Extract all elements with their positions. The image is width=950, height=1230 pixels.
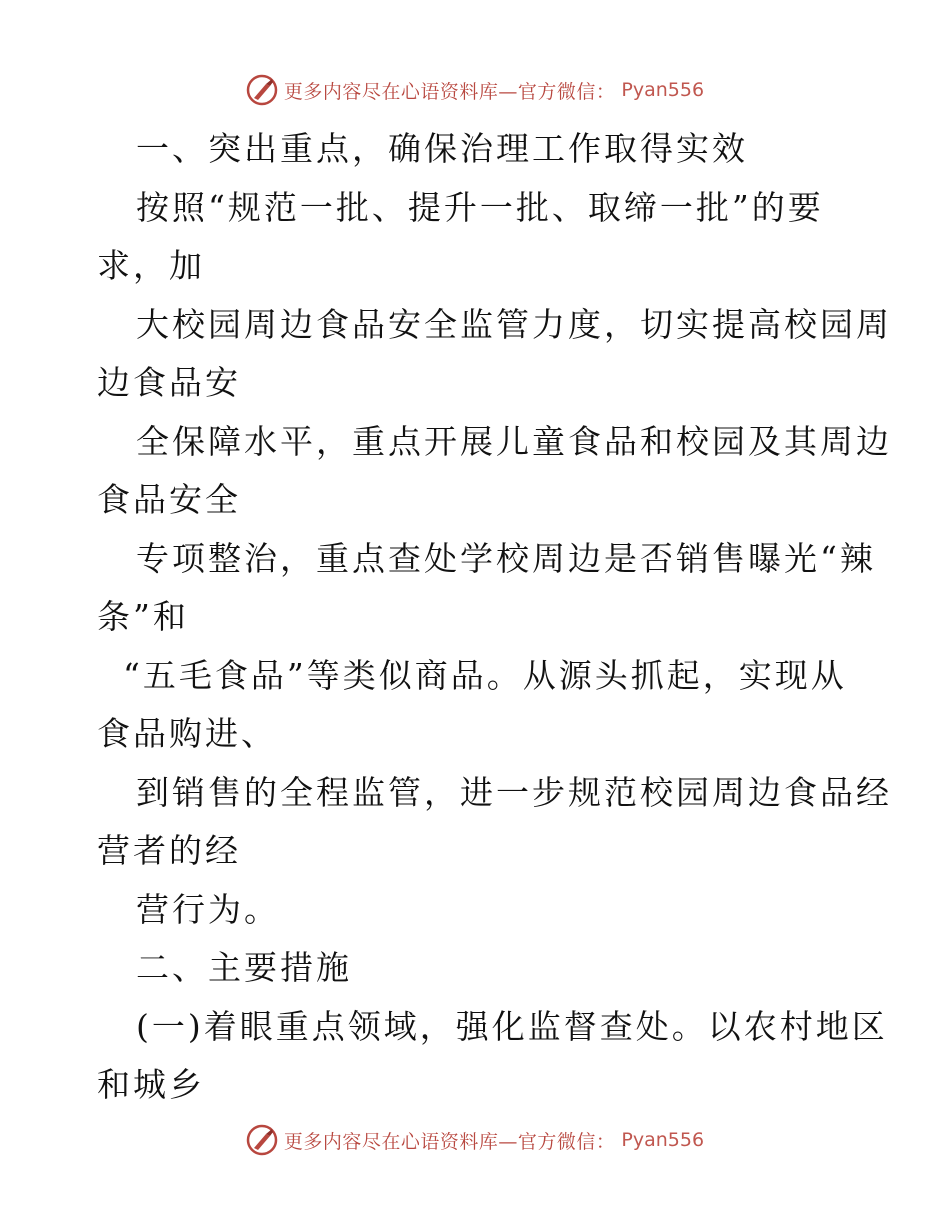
section-heading: 二、主要措施: [136, 948, 352, 987]
text-line: 营行为。: [136, 889, 280, 929]
text-line: “五毛食品”等类似商品。从源头抓起，实现从: [123, 655, 847, 695]
banner-text: 更多内容尽在心语资料库—官方微信：: [283, 80, 616, 103]
text-line: 食品购进、: [97, 714, 277, 753]
quill-pen-icon: [246, 74, 278, 106]
text-line: 边食品安: [97, 363, 241, 402]
banner-wechat-id: Pyan556: [621, 79, 705, 101]
header-banner: [0, 74, 950, 106]
document-body: [97, 120, 892, 1115]
text-line: (一)着眼重点领域，强化监督查处。以农村地区: [136, 1006, 888, 1046]
text-line: 和城乡: [97, 1065, 205, 1104]
footer-banner: [0, 1124, 950, 1156]
text-line: 一、突出重点，确保治理工作取得实效: [136, 129, 748, 168]
text-line: 到销售的全程监管，进一步规范校园周边食品经: [136, 772, 892, 812]
banner-wechat-id: Pyan556: [621, 1129, 705, 1151]
text-line: 按照“规范一批、提升一批、取缔一批”的要: [136, 187, 824, 227]
text-line: 求，加: [97, 246, 205, 285]
banner-text: 更多内容尽在心语资料库—官方微信：: [283, 1130, 616, 1153]
text-line: 全保障水平，重点开展儿童食品和校园及其周边: [136, 421, 892, 461]
text-line: 专项整治，重点查处学校周边是否销售曝光“辣: [136, 538, 876, 578]
text-line: 营者的经: [97, 831, 241, 870]
quill-pen-icon: [246, 1124, 278, 1156]
text-line: 食品安全: [97, 480, 241, 519]
text-line: 大校园周边食品安全监管力度，切实提高校园周: [136, 304, 892, 344]
text-line: 条”和: [97, 597, 189, 636]
